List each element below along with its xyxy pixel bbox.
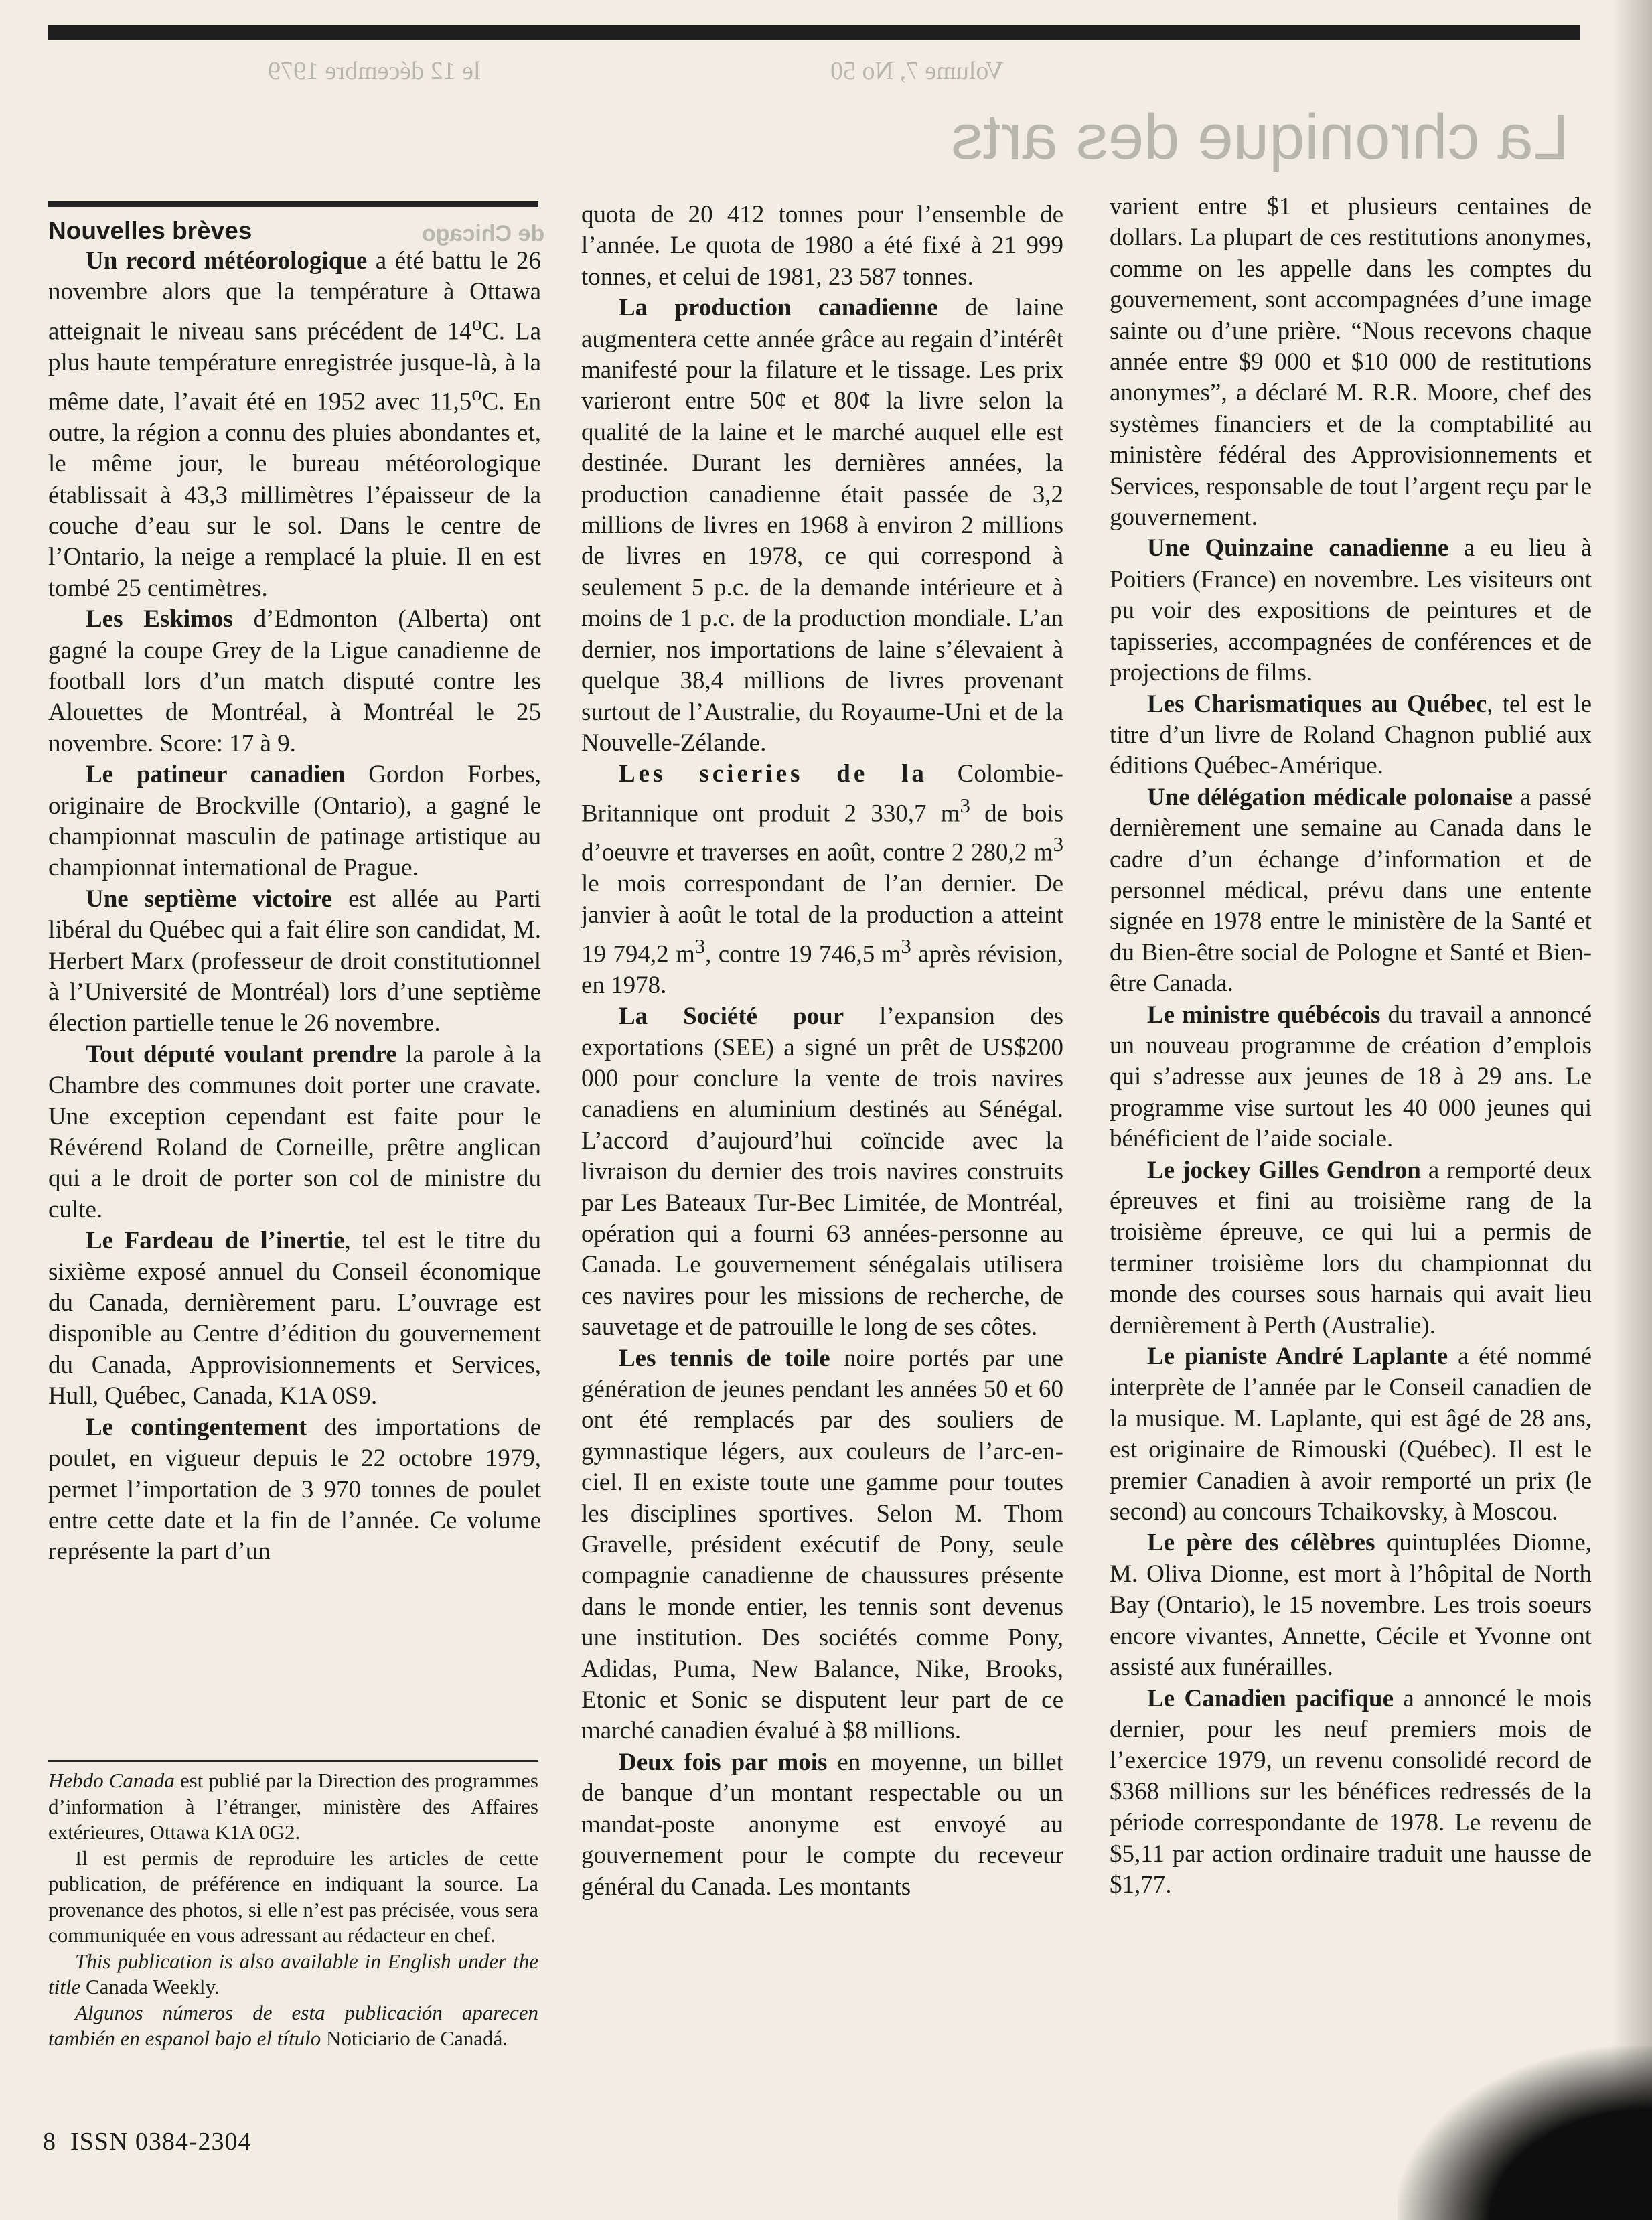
article-quinzaine: Une Quinzaine canadienne a eu lieu à Poitiers (France) en novembre. Les visiteurs ont pu voir des expositions de peintures et de tapisseries, accompagnées de conférences et de projections de films. [1110, 534, 1592, 687]
column-3 [1110, 192, 1592, 1901]
article-delegation: Une délégation médicale polonaise a passé dernièrement une semaine au Canada dans le cadre d’un échange d’information et de personnel médical, prévu dans une entente signée en 1978 entre le ministère de la Santé et du Bien-être social de Pologne et Santé et Bien-être Canada. [1110, 783, 1592, 998]
article-jockey: Le jockey Gilles Gendron a remporté deux épreuves et fini au troisième rang de la troisième épreuve, ce qui lui a permis de terminer troisième lors du championnat du monde des courses sous harnais qui avait lieu dernièrement à Perth (Australie). [1110, 1156, 1592, 1339]
article-fardeau: Le Fardeau de l’inertie, tel est le titre du sixième exposé annuel du Conseil économique du Canada, dernièrement paru. L’ouvrage est disponible au Centre d’édition du gouvernement du Canada, Approvisionnements et Services, Hull, Québec, Canada, K1A 0S9. [48, 1227, 542, 1410]
top-rule [48, 25, 1580, 40]
bleed-through-date: le 12 décembre 1979 [268, 57, 481, 85]
article-cp: Le Canadien pacifique a annoncé le mois dernier, pour les neuf premiers mois de l’exercice 1979, un revenu consolidé record de $368 millions sur les bénéfices redressés de la période correspondante de 1978. Le revenu de $5,11 par action ordinaire traduit une hausse de $1,77. [1110, 1684, 1592, 1899]
article-ministre: Le ministre québécois du travail a annoncé un nouveau programme de création d’emplois qui s’adresse aux jeunes de 18 à 29 ans. Le programme vise surtout les 40 000 jeunes qui bénéficient de l’aide sociale. [1110, 1001, 1592, 1153]
section-rule [48, 201, 538, 207]
masthead-publisher: Hebdo Canada est publié par la Direction des programmes d’information à l’étranger, ministère des Affaires extérieures, Ottawa K1A 0G2. [48, 1769, 538, 1844]
column-1 [48, 201, 541, 1568]
article-eskimos: Les Eskimos d’Edmonton (Alberta) ont gagné la coupe Grey de la Ligue canadienne de football lors d’un match disputé contre les Alouettes de Montréal, à Montréal le 25 novembre. Score: 17 à 9. [48, 605, 541, 757]
bleed-through-subtitle: de Chicago [422, 221, 545, 246]
page-footer [43, 2127, 252, 2156]
article-see: La Société pour l’expansion des exportations (SEE) a signé un prêt de US$200 000 pour conclure la vente de trois navires canadiens en aluminium destinés au Sénégal. L’accord d’aujourd’hui coïncide avec la livraison du dernier des trois navires construits par Les Bateaux Tur-Bec Limitée, de Montréal, opération qui a fourni 63 années-personne au Canada. Le gouvernement sénégalais utilisera ces navires pour les missions de recherche, de sauvetage et de patrouille le long de ses côtes. [581, 1003, 1063, 1341]
article-contingentement: Le contingentement des importations de poulet, en vigueur depuis le 22 octobre 1979, permet l’importation de 3 970 tonnes de poulet entre cette date et la fin de l’année. Ce volume représente la part d’un [48, 1413, 541, 1566]
article-record-meteo: Un record météorologique a été battu le 26 novembre alors que la température à Ottawa atteignait le niveau sans précédent de 14$^o$C. La plus haute température enregistrée jusque-là, à la même date, l’avait été en 1952 avec 11,5$^o$C. En outre, la région a connu des pluies abondantes et, le même jour, le bureau météorologique établissait à 43,3 millimètres l’épaisseur de la couche d’eau sur le sol. Dans le centre de l’Ontario, la neige a remplacé la pluie. Il en est tombé 25 centimètres. [48, 247, 542, 602]
article-deux-fois: Deux fois par mois en moyenne, un billet de banque d’un montant respectable ou un mandat-poste anonyme est envoyé au gouvernement pour le compte du receveur général du Canada. Les montants [581, 1748, 1063, 1901]
article-depute: Tout député voulant prendre la parole à la Chambre des communes doit porter une cravate. Une exception cependant est faite pour le Révérend Roland de Corneille, prêtre anglican qui a le droit de porter son col de ministre du culte. [48, 1040, 542, 1224]
article-scieries: Les scieries de la Colombie-Britannique ont produit 2 330,7 $m^3$ de bois d’oeuvre et traverses en août, contre 2 280,2 $m^3$ le mois correspondant de l’an dernier. De janvier à août le total de la production a atteint 19 794,2 $m^3$, contre 19 746,5 $m^3$ après révision, en 1978. [581, 760, 1064, 999]
masthead-spanish: Algunos números de esta publicación aparecen también en espanol bajo el título Noticiario de Canadá. [48, 2000, 538, 2050]
article-laine: La production canadienne de laine augmentera cette année grâce au regain d’intérêt manifesté pour la filature et le tissage. Les prix varieront entre 50¢ et 80¢ la livre selon la qualité de la laine et le marché auquel elle est destinée. Durant les dernières années, la production canadienne était passée de 3,2 millions de livres en 1968 à environ 2 millions de livres en 1978, ce qui correspond à seulement 5 p.c. de la demande intérieure et à moins de 1 p.c. de la production mondiale. L’an dernier, nos importations de laine s’élevaient à quelque 38,4 millions de livres provenant surtout de l’Australie, du Royaume-Uni et de la Nouvelle-Zélande. [581, 294, 1064, 757]
binding-shadow [1612, 0, 1652, 2220]
bleed-through-volume: Volume 7, No 50 [830, 57, 1004, 85]
masthead-reproduction: Il est permis de reproduire les articles de cette publication, de préférence en indiquant la source. La provenance des photos, si elle n’est pas précisée, vous sera communiquée en vous adressant au rédacteur en chef. [48, 1846, 538, 1947]
section-title: Nouvelles brèves [48, 217, 252, 244]
masthead [48, 1768, 538, 2052]
column-2 [581, 200, 1063, 1903]
masthead-rule [48, 1760, 538, 1762]
article-septieme-victoire: Une septième victoire est allée au Parti libéral du Québec qui a fait élire son candidat, M. Herbert Marx (professeur de droit constitutionnel à l’Université de Montréal) lors d’une septième élection partielle tenue le 26 novembre. [48, 885, 541, 1037]
masthead-english: This publication is also available in English under the title Canada Weekly. [48, 1949, 538, 1998]
article-tennis: Les tennis de toile noire portés par une génération de jeunes pendant les années 50 et 60 ont été remplacés par des souliers de gymnastique légers, aux couleurs de l’arc-en-ciel. Il en existe toute une gamme pour toutes les disciplines sportives. Selon M. Thom Gravelle, président exécutif de Pony, seule compagnie canadienne de chaussures présente dans le monde entier, les tennis sont devenus une institution. Des sociétés comme Pony, Adidas, Puma, New Balance, Nike, Brooks, Etonic et Sonic se disputent leur part de ce marché canadien évalué à $8 millions. [581, 1344, 1063, 1745]
article-contingentement-cont: quota de 20 412 tonnes pour l’ensemble de l’année. Le quota de 1980 a été fixé à 21 999 tonnes, et celui de 1981, 23 587 tonnes. [581, 201, 1063, 291]
article-pianiste: Le pianiste André Laplante a été nommé interprète de l’année par le Conseil canadien de la musique. M. Laplante, qui est âgé de 28 ans, est originaire de Rimouski (Québec). Il est le premier Canadien à avoir remporté un prix (le second) au concours Tchaikovsky, à Moscou. [1110, 1343, 1592, 1526]
article-deux-fois-cont: varient entre $1 et plusieurs centaines de dollars. La plupart de ces restitutions anonymes, comme on les appelle dans les comptes du gouvernement, sont accompagnées d’une image sainte ou d’une prière. “Nous recevons chaque année entre $9 000 et $10 000 de restitutions anonymes”, a déclaré M. R.R. Moore, chef des systèmes financiers et de la comptabilité au ministère fédéral des Approvisionnements et Services, responsable de tout l’argent reçu par le gouvernement. [1110, 193, 1592, 532]
corner-shadow [1398, 2046, 1652, 2220]
page-number: 8 [43, 2128, 56, 2156]
article-dionne: Le père des célèbres quintuplées Dionne, M. Oliva Dionne, est mort à l’hôpital de North Bay (Ontario), le 15 novembre. Les trois soeurs encore vivantes, Annette, Cécile et Yvonne ont assisté aux funérailles. [1110, 1529, 1592, 1682]
article-charismatiques: Les Charismatiques au Québec, tel est le titre d’un livre de Roland Chagnon publié aux éditions Québec-Amérique. [1110, 690, 1592, 780]
issn: ISSN 0384-2304 [70, 2128, 252, 2156]
article-patineur: Le patineur canadien Gordon Forbes, originaire de Brockville (Ontario), a gagné le championnat masculin de patinage artistique au championnat international de Prague. [48, 761, 542, 882]
bleed-through-title: La chronique des arts [951, 101, 1570, 173]
